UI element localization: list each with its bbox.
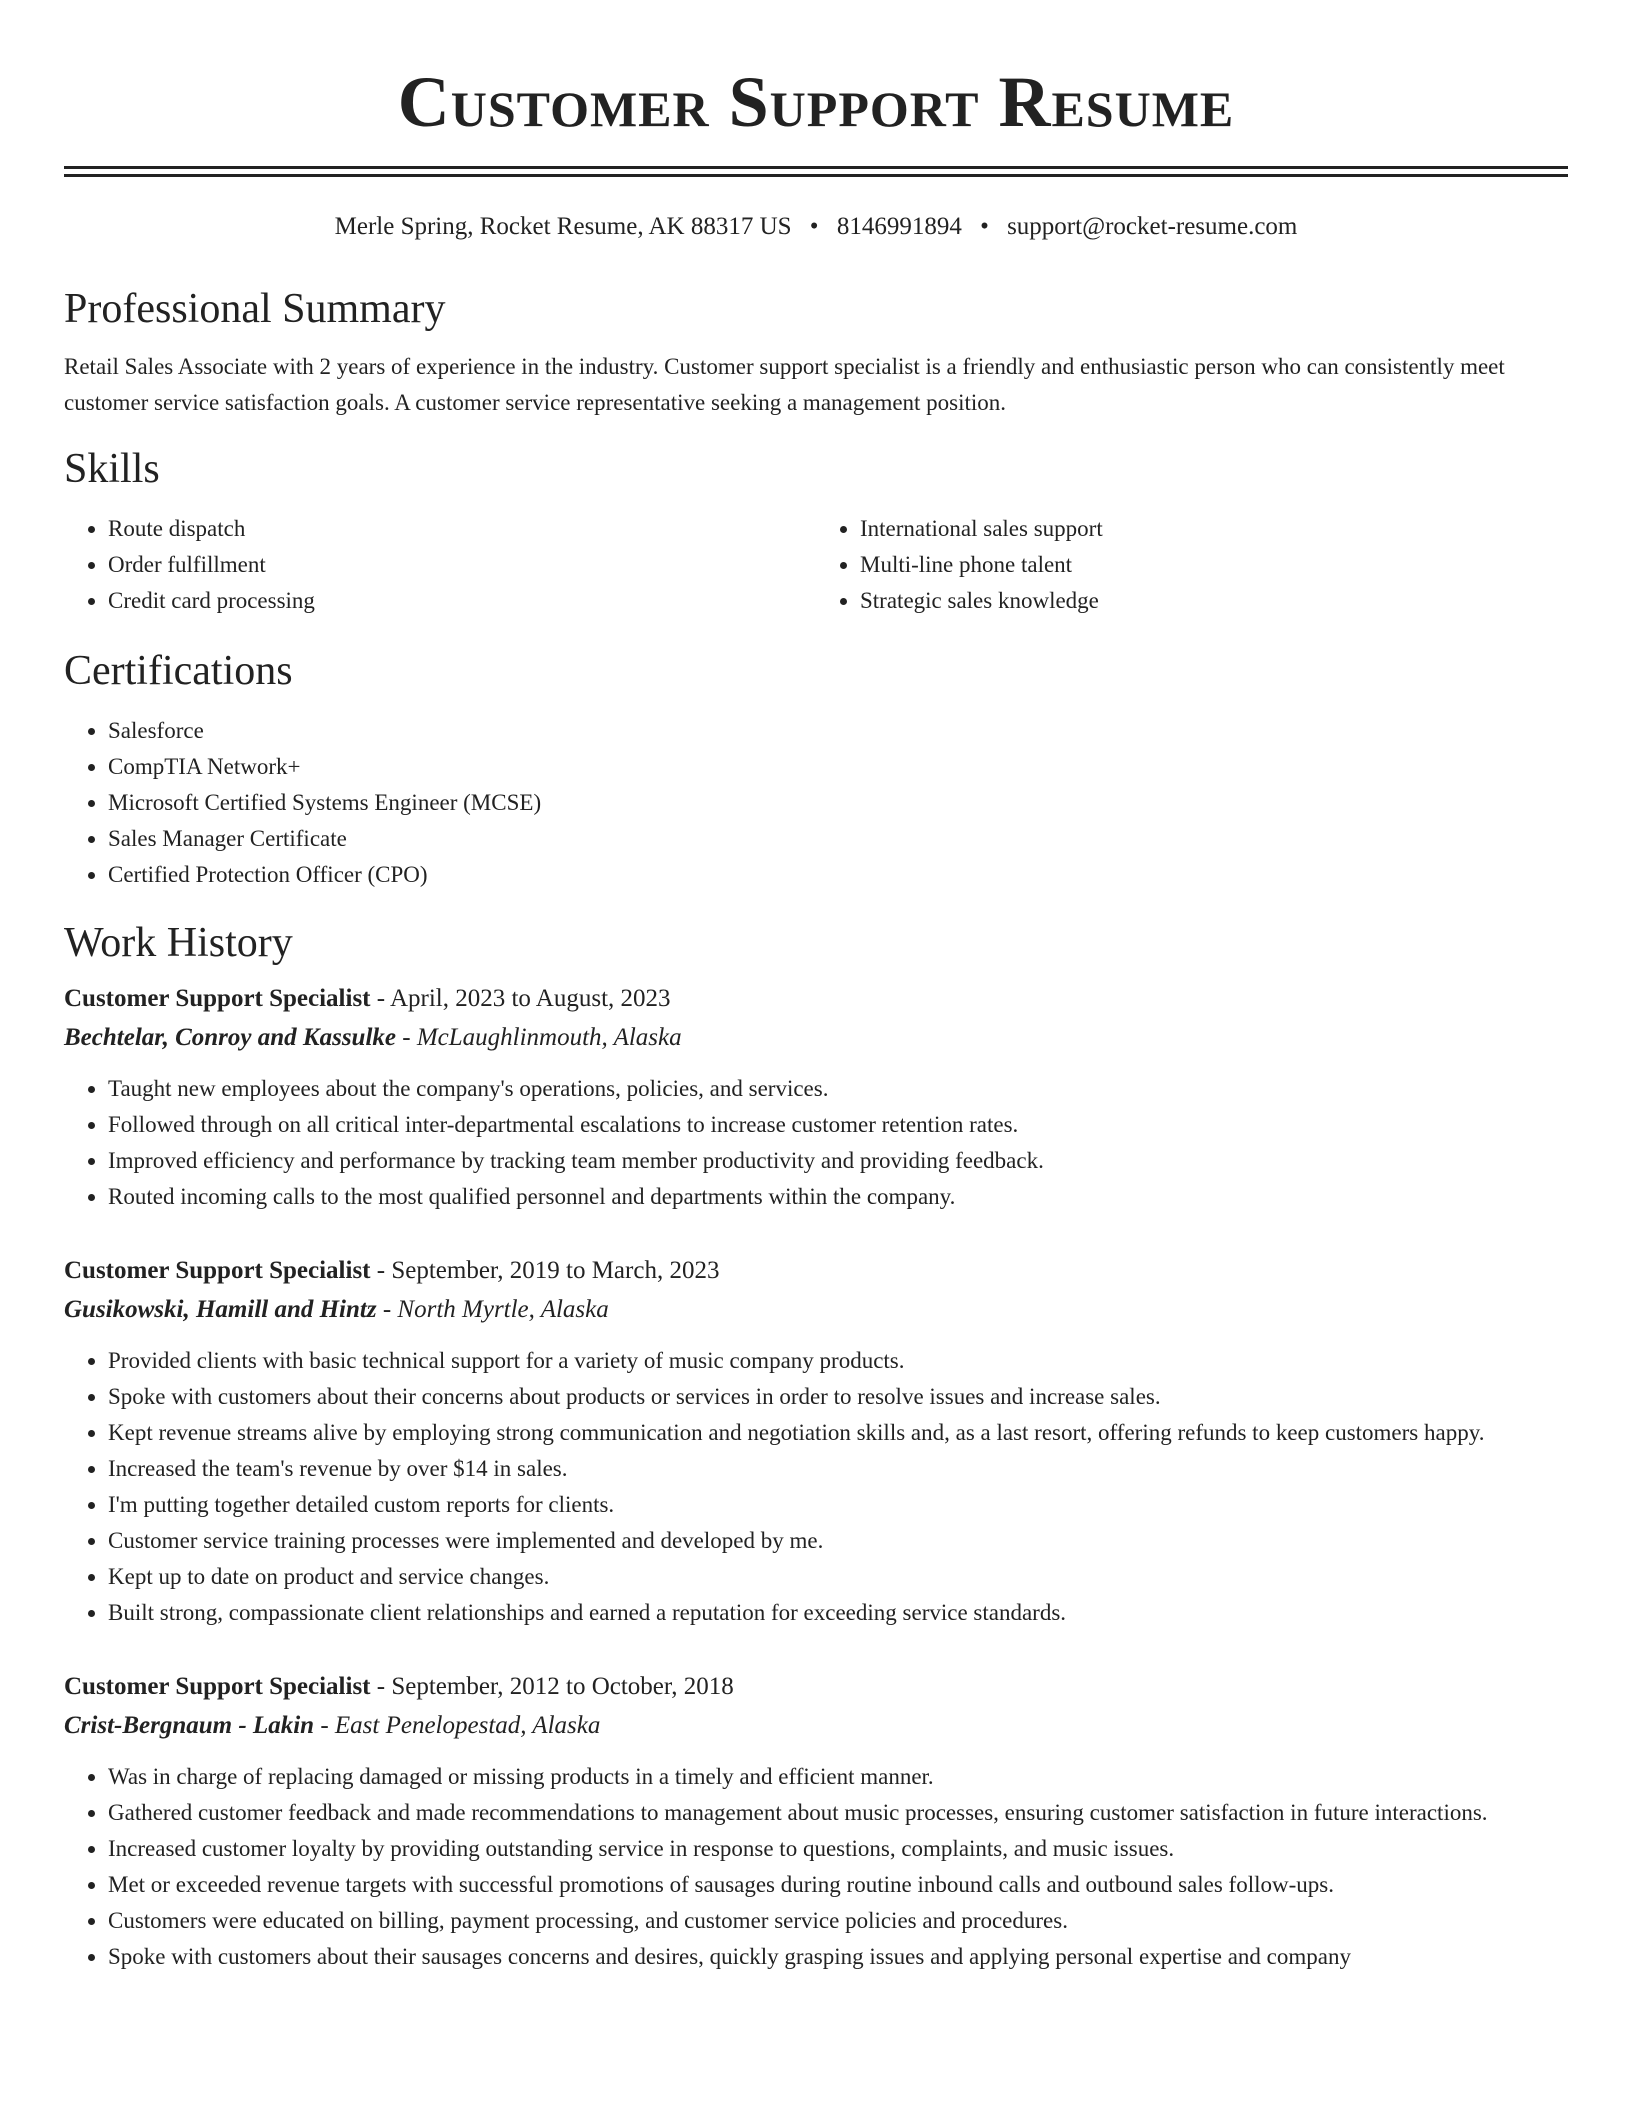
job-entry <box>64 979 1568 1215</box>
job-company: Crist-Bergnaum - Lakin <box>64 1712 315 1739</box>
page-title: Customer Support Resume <box>397 62 1235 142</box>
contact-separator: • <box>809 213 819 240</box>
job-dates: - April, 2023 to August, 2023 <box>376 985 671 1012</box>
certifications-heading: Certifications <box>64 648 293 694</box>
job-bullets <box>64 1343 1568 1631</box>
contact-phone: 8146991894 <box>836 213 962 240</box>
job-bullet: • Provided clients with basic technical support for a variety of music company products. <box>108 1343 1568 1379</box>
skill-item: • Route dispatch <box>108 511 816 547</box>
summary-heading: Professional Summary <box>64 286 446 332</box>
skill-item: • Order fulfillment <box>108 547 816 583</box>
resume-page <box>64 0 1568 1975</box>
job-bullet: • Customer service training processes were implemented and developed by me. <box>108 1523 1568 1559</box>
job-dates: - September, 2019 to March, 2023 <box>376 1257 720 1284</box>
job-company-line <box>64 1291 1568 1329</box>
job-bullet: • Routed incoming calls to the most qualified personnel and departments within the company. <box>108 1179 1568 1215</box>
job-header <box>64 979 1568 1019</box>
skill-item: • Strategic sales knowledge <box>860 583 1568 619</box>
job-bullet: • Gathered customer feedback and made recommendations to management about music processes, ensuring customer satisfaction in future interactions. <box>108 1795 1568 1831</box>
job-bullet: • Kept up to date on product and service changes. <box>108 1559 1568 1595</box>
job-bullet: • Kept revenue streams alive by employing strong communication and negotiation skills and, as a last resort, offering refunds to keep customers happy. <box>108 1415 1568 1451</box>
job-header <box>64 1251 1568 1291</box>
job-bullet: • Met or exceeded revenue targets with successful promotions of sausages during routine inbound calls and outbound sales follow-ups. <box>108 1867 1568 1903</box>
certification-item: • Sales Manager Certificate <box>108 821 1568 857</box>
job-bullet: • Followed through on all critical inter-departmental escalations to increase customer retention rates. <box>108 1107 1568 1143</box>
job-title: Customer Support Specialist <box>64 985 371 1012</box>
work-history-heading: Work History <box>64 920 293 966</box>
job-company-line <box>64 1707 1568 1745</box>
skills-heading: Skills <box>64 446 160 492</box>
job-bullets <box>64 1759 1568 1975</box>
skills-right-list <box>816 511 1568 619</box>
job-bullet: • Built strong, compassionate client relationships and earned a reputation for exceeding service standards. <box>108 1595 1568 1631</box>
job-title: Customer Support Specialist <box>64 1673 371 1700</box>
job-dates: - September, 2012 to October, 2018 <box>376 1673 734 1700</box>
job-bullet: • Spoke with customers about their concerns about products or services in order to resolve issues and increase sales. <box>108 1379 1568 1415</box>
certification-item: • Certified Protection Officer (CPO) <box>108 857 1568 893</box>
skills-left-list <box>64 511 816 619</box>
job-header <box>64 1667 1568 1707</box>
summary-text: Retail Sales Associate with 2 years of experience in the industry. Customer support specialist is a friendly and enthusiastic person who can consistently meet customer service satisfaction goals. A customer service representative seeking a management position. <box>64 354 1505 415</box>
job-bullet: • Customers were educated on billing, payment processing, and customer service policies and procedures. <box>108 1903 1568 1939</box>
job-location: - North Myrtle, Alaska <box>382 1296 609 1323</box>
job-bullet: • Improved efficiency and performance by tracking team member productivity and providing feedback. <box>108 1143 1568 1179</box>
job-company-line <box>64 1019 1568 1057</box>
job-bullet: • Taught new employees about the company's operations, policies, and services. <box>108 1071 1568 1107</box>
certification-item: • Salesforce <box>108 713 1568 749</box>
job-bullet: • Was in charge of replacing damaged or missing products in a timely and efficient manner. <box>108 1759 1568 1795</box>
contact-separator: • <box>980 213 989 240</box>
contact-address: Merle Spring, Rocket Resume, AK 88317 US <box>334 213 792 240</box>
job-bullet: • Increased the team's revenue by over $14 in sales. <box>108 1451 1568 1487</box>
title-double-rule <box>64 166 1568 177</box>
job-location: - McLaughlinmouth, Alaska <box>402 1024 682 1051</box>
job-title: Customer Support Specialist <box>64 1257 371 1284</box>
skill-item: • International sales support <box>860 511 1568 547</box>
skill-item: • Credit card processing <box>108 583 816 619</box>
skill-item: • Multi-line phone talent <box>860 547 1568 583</box>
contact-email: support@rocket-resume.com <box>1007 213 1298 240</box>
certification-item: • CompTIA Network+ <box>108 749 1568 785</box>
job-entry <box>64 1667 1568 1975</box>
job-bullet: • Increased customer loyalty by providing outstanding service in response to questions, complaints, and music issues. <box>108 1831 1568 1867</box>
job-bullets <box>64 1071 1568 1215</box>
job-bullet: • Spoke with customers about their sausages concerns and desires, quickly grasping issues and applying personal expertise and company <box>108 1939 1568 1975</box>
contact-line <box>64 211 1568 243</box>
job-location: - East Penelopestad, Alaska <box>320 1712 601 1739</box>
job-entry <box>64 1251 1568 1631</box>
certification-item: • Microsoft Certified Systems Engineer (MCSE) <box>108 785 1568 821</box>
job-company: Gusikowski, Hamill and Hintz <box>64 1296 377 1323</box>
job-company: Bechtelar, Conroy and Kassulke <box>64 1024 396 1051</box>
certifications-list <box>64 713 1568 893</box>
skills-columns <box>64 511 1568 619</box>
job-bullet: • I'm putting together detailed custom reports for clients. <box>108 1487 1568 1523</box>
